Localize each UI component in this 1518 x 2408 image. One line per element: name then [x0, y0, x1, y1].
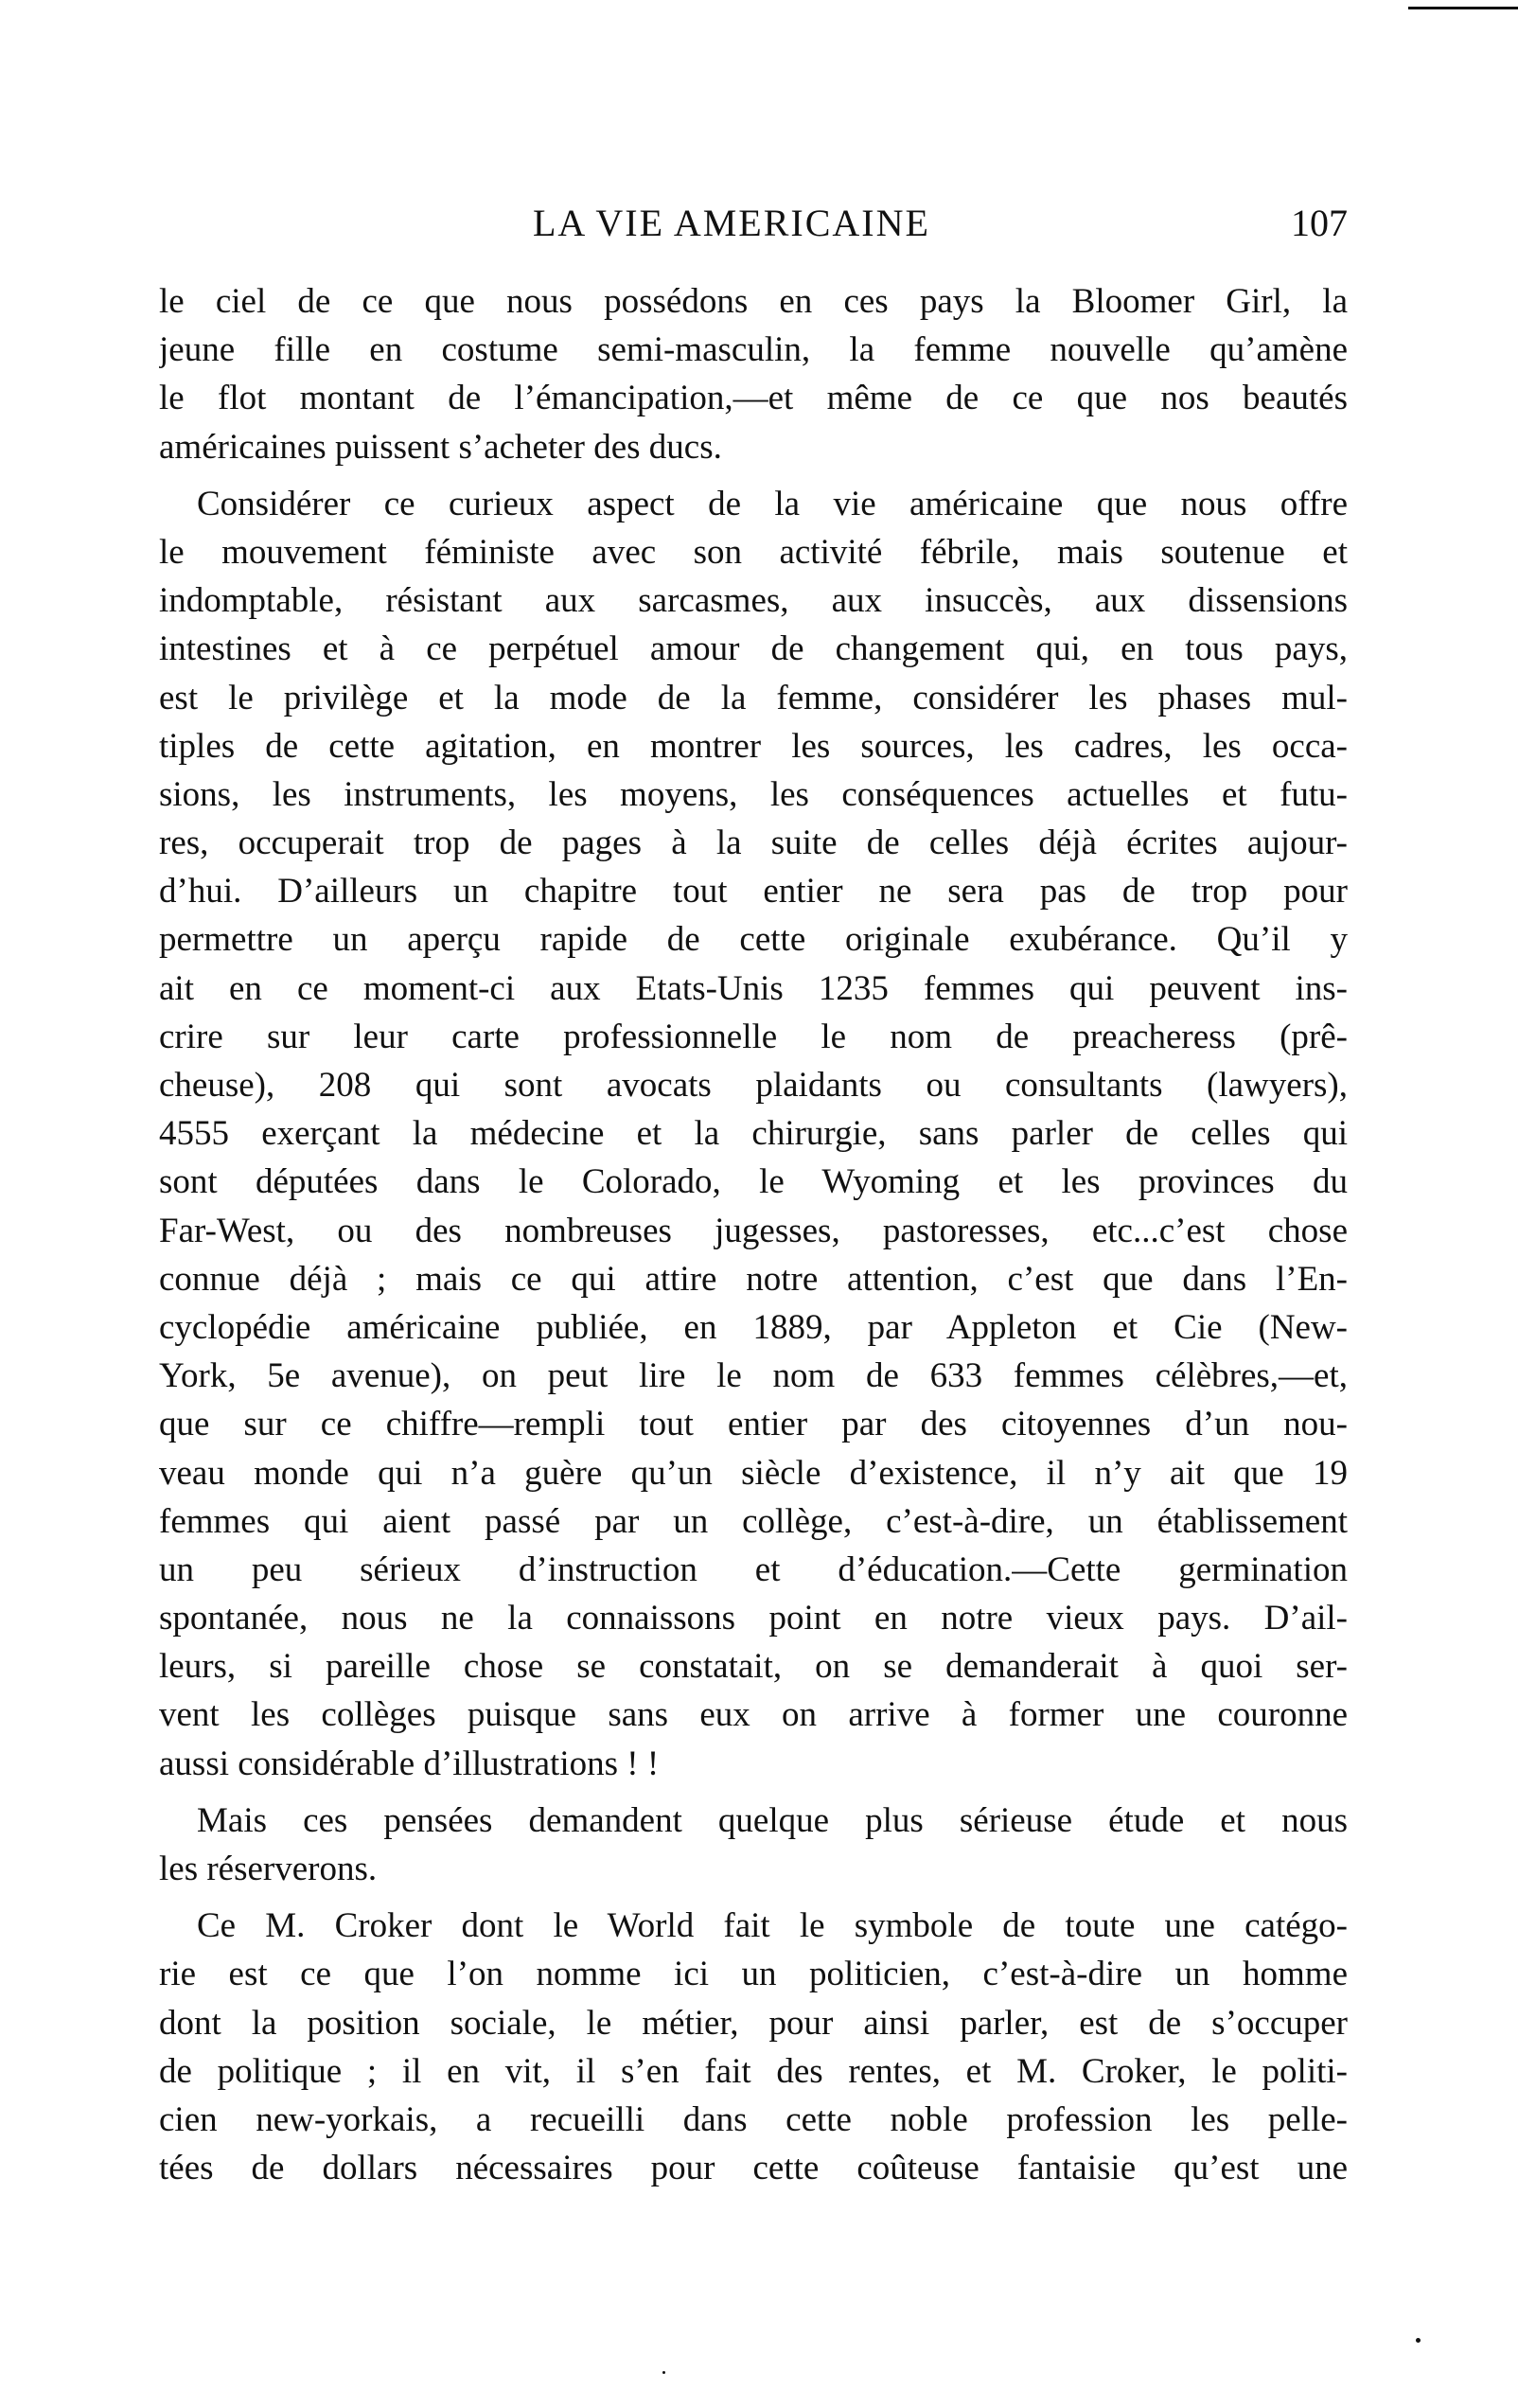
top-edge-rule	[1408, 7, 1518, 9]
text-line: le ciel de ce que nous possédons en ces pays la Bloomer Girl, la	[159, 282, 1348, 321]
page-header	[159, 195, 1348, 252]
ink-speck	[662, 2371, 665, 2374]
text-line: est le privilège et la mode de la femme, considérer les phases mul-	[159, 678, 1348, 717]
text-line: Far-West, ou des nombreuses jugesses, pastoresses, etc...c’est chose	[159, 1211, 1348, 1250]
text-line: 4555 exerçant la médecine et la chirurgie, sans parler de celles qui	[159, 1114, 1348, 1154]
ink-speck	[1416, 2338, 1421, 2343]
paragraph	[159, 1797, 1348, 1893]
text-line: le mouvement féministe avec son activité fébrile, mais soutenue et	[159, 532, 1348, 572]
text-line: aussi considérable d’illustrations ! !	[159, 1744, 660, 1783]
page-number: 107	[1291, 202, 1348, 244]
text-line: américaines puissent s’acheter des ducs.	[159, 427, 722, 467]
text-line: jeune fille en costume semi-masculin, la femme nouvelle qu’amène	[159, 330, 1348, 370]
text-line: de politique ; il en vit, il s’en fait des rentes, et M. Croker, le politi-	[159, 2051, 1348, 2091]
text-line: Ce M. Croker dont le World fait le symbole de toute une catégo-	[197, 1906, 1348, 1946]
text-line: veau monde qui n’a guère qu’un siècle d’existence, il n’y ait que 19	[159, 1453, 1348, 1493]
body-text	[159, 277, 1348, 2192]
text-line: intestines et à ce perpétuel amour de changement qui, en tous pays,	[159, 629, 1348, 669]
text-line: un peu sérieux d’instruction et d’éducation.—Cette germination	[159, 1549, 1348, 1589]
text-line: femmes qui aient passé par un collège, c’est-à-dire, un établissement	[159, 1501, 1348, 1541]
text-line: sions, les instruments, les moyens, les conséquences actuelles et futu-	[159, 774, 1348, 814]
text-line: dont la position sociale, le métier, pour ainsi parler, est de s’occuper	[159, 2003, 1348, 2043]
text-line: rie est ce que l’on nomme ici un politicien, c’est-à-dire un homme	[159, 1955, 1348, 1994]
paragraph	[159, 277, 1348, 471]
text-line: les réserverons.	[159, 1850, 378, 1888]
text-line: crire sur leur carte professionnelle le nom de preacheress (prê-	[159, 1017, 1348, 1056]
text-line: Considérer ce curieux aspect de la vie américaine que nous offre	[197, 484, 1348, 523]
text-line: York, 5e avenue), on peut lire le nom de 633 femmes célèbres,—et,	[159, 1356, 1348, 1396]
text-line: spontanée, nous ne la connaissons point en notre vieux pays. D’ail-	[159, 1599, 1348, 1638]
text-line: d’hui. D’ailleurs un chapitre tout entier ne sera pas de trop pour	[159, 872, 1348, 912]
text-line: tiples de cette agitation, en montrer les sources, les cadres, les occa-	[159, 726, 1348, 766]
running-title: LA VIE AMERICAINE	[533, 202, 930, 244]
text-line: connue déjà ; mais ce qui attire notre attention, c’est que dans l’En-	[159, 1259, 1348, 1299]
text-line: cyclopédie américaine publiée, en 1889, par Appleton et Cie (New-	[159, 1307, 1348, 1347]
text-line: que sur ce chiffre—rempli tout entier par des citoyennes d’un nou-	[159, 1405, 1348, 1444]
text-line: vent les collèges puisque sans eux on arrive à former une couronne	[159, 1695, 1348, 1735]
text-line: Mais ces pensées demandent quelque plus sérieuse étude et nous	[197, 1800, 1348, 1840]
text-line: res, occuperait trop de pages à la suite de celles déjà écrites aujour-	[159, 823, 1348, 863]
text-line: indomptable, résistant aux sarcasmes, aux insuccès, aux dissensions	[159, 581, 1348, 621]
text-line: cien new-yorkais, a recueilli dans cette noble profession les pelle-	[159, 2099, 1348, 2139]
text-line: leurs, si pareille chose se constatait, on se demanderait à quoi ser-	[159, 1647, 1348, 1687]
text-line: le flot montant de l’émancipation,—et même de ce que nos beautés	[159, 379, 1348, 418]
text-line: tées de dollars nécessaires pour cette coûteuse fantaisie qu’est une	[159, 2149, 1348, 2188]
text-line: ait en ce moment-ci aux Etats-Unis 1235 femmes qui peuvent ins-	[159, 968, 1348, 1008]
text-line: permettre un aperçu rapide de cette originale exubérance. Qu’il y	[159, 920, 1348, 960]
text-line: cheuse), 208 qui sont avocats plaidants ou consultants (lawyers),	[159, 1066, 1348, 1105]
paragraph	[159, 1902, 1348, 2192]
text-line: sont députées dans le Colorado, le Wyoming et les provinces du	[159, 1162, 1348, 1202]
paragraph	[159, 480, 1348, 1788]
